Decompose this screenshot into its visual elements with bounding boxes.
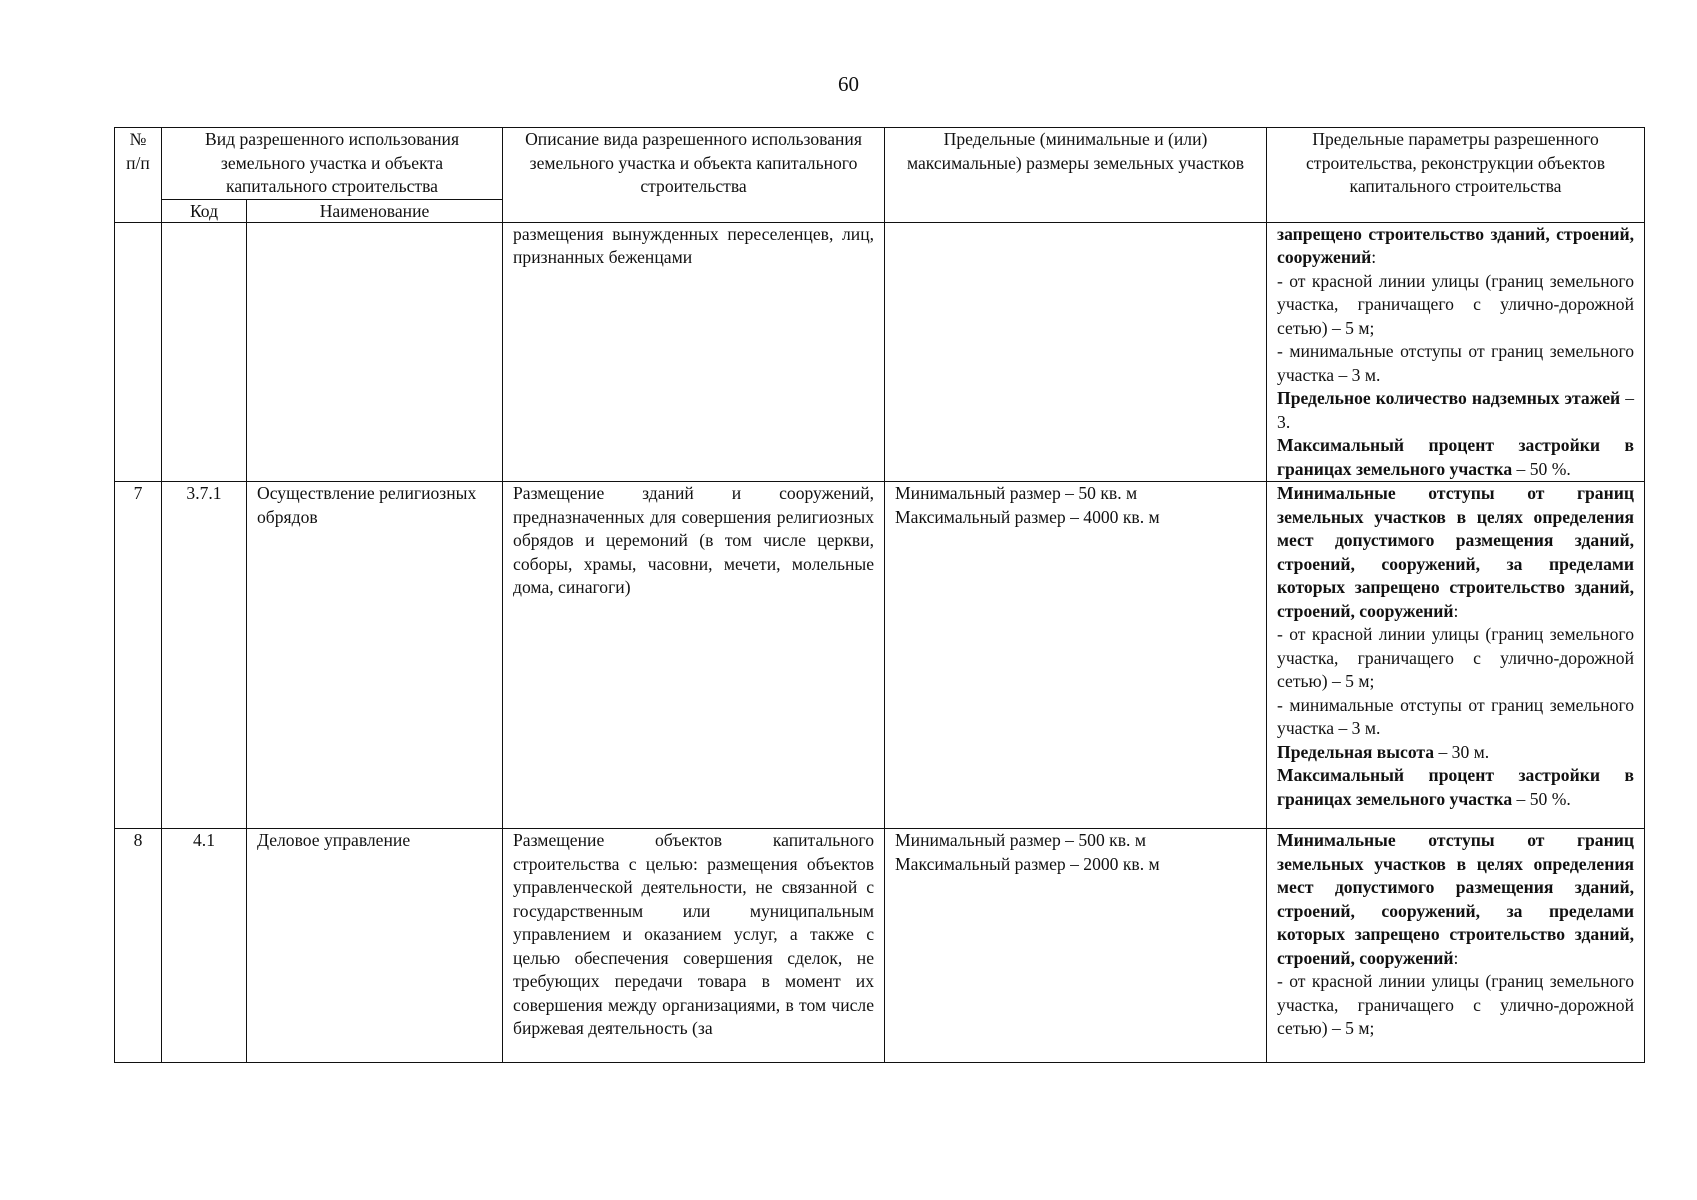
row-code: 3.7.1	[162, 482, 247, 829]
size-max: Максимальный размер – 2000 кв. м	[895, 853, 1160, 874]
params-setback-red-line: - от красной линии улицы (границ земельного участка, граничащего с улично-дорожной сетью) – 5 м;	[1277, 270, 1635, 338]
table-row	[115, 829, 1645, 1063]
params-setback-heading: Минимальные отступы от границ земельных участков в целях определения мест допустимого размещения зданий, строений, сооружений, за пределами которых запрещено строительство зданий, строений, сооружений:	[1277, 483, 1635, 621]
params-setback-boundary: - минимальные отступы от границ земельного участка – 3 м.	[1277, 694, 1635, 738]
land-use-table	[114, 127, 1645, 1063]
size-min: Минимальный размер – 50 кв. м	[895, 483, 1138, 503]
row-num	[115, 222, 162, 482]
params-coverage: Максимальный процент застройки в границах земельного участка – 50 %.	[1277, 435, 1635, 479]
row-code	[162, 222, 247, 482]
row-sizes	[885, 482, 1267, 829]
row-params	[1267, 222, 1645, 482]
params-setback-red-line: - от красной линии улицы (границ земельного участка, граничащего с улично-дорожной сетью) – 5 м;	[1277, 624, 1635, 691]
size-max: Максимальный размер – 4000 кв. м	[895, 506, 1160, 527]
header-opisanie: Описание вида разрешенного использования земельного участка и объекта капитального строительства	[503, 128, 885, 223]
header-parametry: Предельные параметры разрешенного строительства, реконструкции объектов капитального строительства	[1267, 128, 1645, 223]
row-params	[1267, 482, 1645, 829]
row-params	[1267, 829, 1645, 1063]
table-row	[115, 482, 1645, 829]
row-sizes	[885, 222, 1267, 482]
params-height: Предельная высота – 30 м.	[1277, 741, 1490, 762]
row-name: Осуществление религиозных обрядов	[247, 482, 503, 829]
row-description: Размещение зданий и сооружений, предназначенных для совершения религиозных обрядов и церемоний (в том числе церкви, соборы, храмы, часовни, мечети, молельные дома, синагоги)	[503, 482, 885, 829]
params-setback-boundary: - минимальные отступы от границ земельного участка – 3 м.	[1277, 341, 1635, 385]
header-naim: Наименование	[247, 199, 503, 222]
params-setback-heading: Минимальные отступы от границ земельных участков в целях определения мест допустимого размещения зданий, строений, сооружений, за пределами которых запрещено строительство зданий, строений, сооружений:	[1277, 830, 1635, 968]
header-razmery: Предельные (минимальные и (или) максимальные) размеры земельных участков	[885, 128, 1267, 223]
row-num: 7	[115, 482, 162, 829]
header-vid-group: Вид разрешенного использования земельного участка и объекта капитального строительства	[162, 128, 503, 200]
row-name: Деловое управление	[247, 829, 503, 1063]
row-sizes	[885, 829, 1267, 1063]
size-min: Минимальный размер – 500 кв. м	[895, 830, 1146, 850]
page-number: 60	[838, 72, 859, 96]
header-kod: Код	[162, 199, 247, 222]
table-row	[115, 222, 1645, 482]
row-description: размещения вынужденных переселенцев, лиц, признанных беженцами	[503, 222, 885, 482]
row-name	[247, 222, 503, 482]
params-floors: Предельное количество надземных этажей – 3.	[1277, 388, 1635, 432]
row-description: Размещение объектов капитального строительства с целью: размещения объектов управленческой деятельности, не связанной с государственным или муниципальным управлением и оказанием услуг, а также с целью обеспечения совершения сделок, не требующих передачи товара в момент их совершения между организациями, в том числе биржевая деятельность (за	[503, 829, 885, 1063]
params-setback-heading: запрещено строительство зданий, строений, сооружений:	[1277, 223, 1635, 267]
header-num: № п/п	[115, 128, 162, 223]
params-coverage: Максимальный процент застройки в границах земельного участка – 50 %.	[1277, 765, 1635, 809]
row-code: 4.1	[162, 829, 247, 1063]
params-setback-red-line: - от красной линии улицы (границ земельного участка, граничащего с улично-дорожной сетью) – 5 м;	[1277, 971, 1635, 1038]
row-num: 8	[115, 829, 162, 1063]
